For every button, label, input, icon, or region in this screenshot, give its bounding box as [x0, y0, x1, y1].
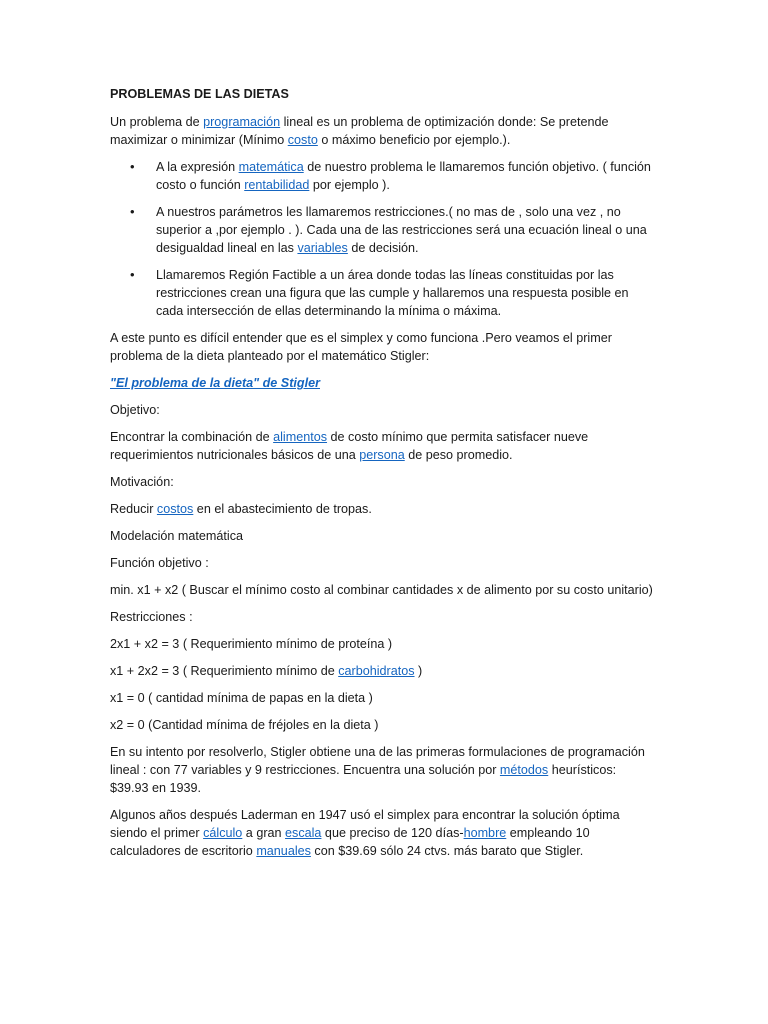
link-rentabilidad[interactable]: rentabilidad: [244, 178, 310, 192]
link-alimentos[interactable]: alimentos: [273, 430, 328, 444]
intro-text-2: lineal es un problema de optimización donde: Se pretende maximizar o minimizar (Mínimo: [110, 115, 609, 147]
funcion-objetivo-paragraph: min. x1 + x2 ( Buscar el mínimo costo al combinar cantidades x de alimento por su costo unitario): [110, 583, 653, 597]
link-variables[interactable]: variables: [297, 241, 348, 255]
restriction-1: 2x1 + x2 = 3 ( Requerimiento mínimo de proteína ): [110, 637, 393, 651]
list-item: [110, 266, 658, 320]
bullet-2-text-1: A nuestros parámetros les llamaremos restricciones.( no mas de , solo una vez , no superior a ,por ejemplo . ). Cada una de las restricciones será una ecuación lineal o una desigualdad lineal en las: [156, 205, 647, 255]
list-item: [110, 203, 658, 257]
link-calculo[interactable]: cálculo: [203, 826, 243, 840]
restricciones-label: Restricciones :: [110, 610, 193, 624]
bullet-1-text-2: de nuestro problema le llamaremos función objetivo. ( función costo o función: [156, 160, 651, 192]
objetivo-text-2: de costo mínimo que permita satisfacer nueve requerimientos nutricionales básicos de una: [110, 430, 589, 462]
motivacion-text-1: Reducir: [110, 502, 157, 516]
laderman-text-4: empleando 10 calculadores de escritorio: [110, 826, 590, 858]
link-costos[interactable]: costos: [156, 502, 194, 516]
intro-paragraph: [110, 113, 658, 149]
motivacion-paragraph: [110, 500, 658, 518]
laderman-paragraph: [110, 806, 658, 860]
bullet-2-text-2: de decisión.: [347, 241, 419, 255]
definitions-list: [110, 158, 658, 320]
bullet-1-text-3: por ejemplo ).: [309, 178, 390, 192]
link-escala[interactable]: escala: [285, 826, 322, 840]
restriction-2: [110, 662, 658, 680]
laderman-text-1: Algunos años después Laderman en 1947 usó el simplex para encontrar la solución óptima siendo el primer: [110, 808, 620, 840]
stigler-heading: [110, 374, 658, 392]
link-carbohidratos[interactable]: carbohidratos: [338, 664, 415, 678]
intro-text-1: Un problema de: [110, 115, 204, 129]
restriction-4: x2 = 0 (Cantidad mínima de fréjoles en la dieta ): [110, 718, 379, 732]
laderman-text-3: que preciso de 120 días-: [321, 826, 464, 840]
restriction-3: x1 = 0 ( cantidad mínima de papas en la dieta ): [110, 691, 373, 705]
objetivo-text-1: Encontrar la combinación de: [110, 430, 274, 444]
laderman-text-2: a gran: [242, 826, 286, 840]
objetivo-label: Objetivo:: [110, 403, 160, 417]
link-matematica[interactable]: matemática: [238, 160, 304, 174]
link-persona[interactable]: persona: [359, 448, 405, 462]
objetivo-paragraph: [110, 428, 658, 464]
link-costo[interactable]: costo: [287, 133, 318, 147]
link-stigler-diet-problem[interactable]: "El problema de la dieta" de Stigler: [110, 376, 320, 390]
modelacion-label: Modelación matemática: [110, 529, 243, 543]
document-title: PROBLEMAS DE LAS DIETAS: [110, 87, 289, 101]
stigler-result-paragraph: [110, 743, 658, 797]
link-metodos[interactable]: métodos: [499, 763, 549, 777]
bullet-1-text-1: A la expresión: [156, 160, 239, 174]
list-item: [110, 158, 658, 194]
link-hombre[interactable]: hombre: [463, 826, 507, 840]
intro-text-3: o máximo beneficio por ejemplo.).: [317, 133, 511, 147]
bullet-3-text-1: Llamaremos Región Factible a un área donde todas las líneas constituidas por las restricciones crean una figura que las cumple y hallaremos una respuesta posible en cada intersección de ellas determinando la mínima o máxima.: [156, 268, 629, 318]
simplex-intro-paragraph: A este punto es difícil entender que es el simplex y como funciona .Pero veamos el primer problema de la dieta planteado por el matemático Stigler:: [110, 331, 612, 363]
laderman-text-5: con $39.69 sólo 24 ctvs. más barato que Stigler.: [310, 844, 584, 858]
funcion-objetivo-label: Función objetivo :: [110, 556, 209, 570]
bullet-icon: •: [130, 204, 135, 219]
link-programacion[interactable]: programación: [203, 115, 281, 129]
motivacion-text-2: en el abastecimiento de tropas.: [193, 502, 372, 516]
bullet-icon: •: [130, 267, 135, 282]
stigler-result-text-1: En su intento por resolverlo, Stigler obtiene una de las primeras formulaciones de programación lineal : con 77 variables y 9 restricciones. Encuentra una solución por: [110, 745, 645, 777]
motivacion-label: Motivación:: [110, 475, 174, 489]
restriction-2-text-1: x1 + 2x2 = 3 ( Requerimiento mínimo de: [110, 664, 339, 678]
stigler-result-text-2: heurísticos: $39.93 en 1939.: [110, 763, 617, 795]
document-body: [110, 85, 658, 869]
link-manuales[interactable]: manuales: [256, 844, 311, 858]
restriction-2-text-2: ): [414, 664, 423, 678]
objetivo-text-3: de peso promedio.: [404, 448, 513, 462]
bullet-icon: •: [130, 159, 135, 174]
